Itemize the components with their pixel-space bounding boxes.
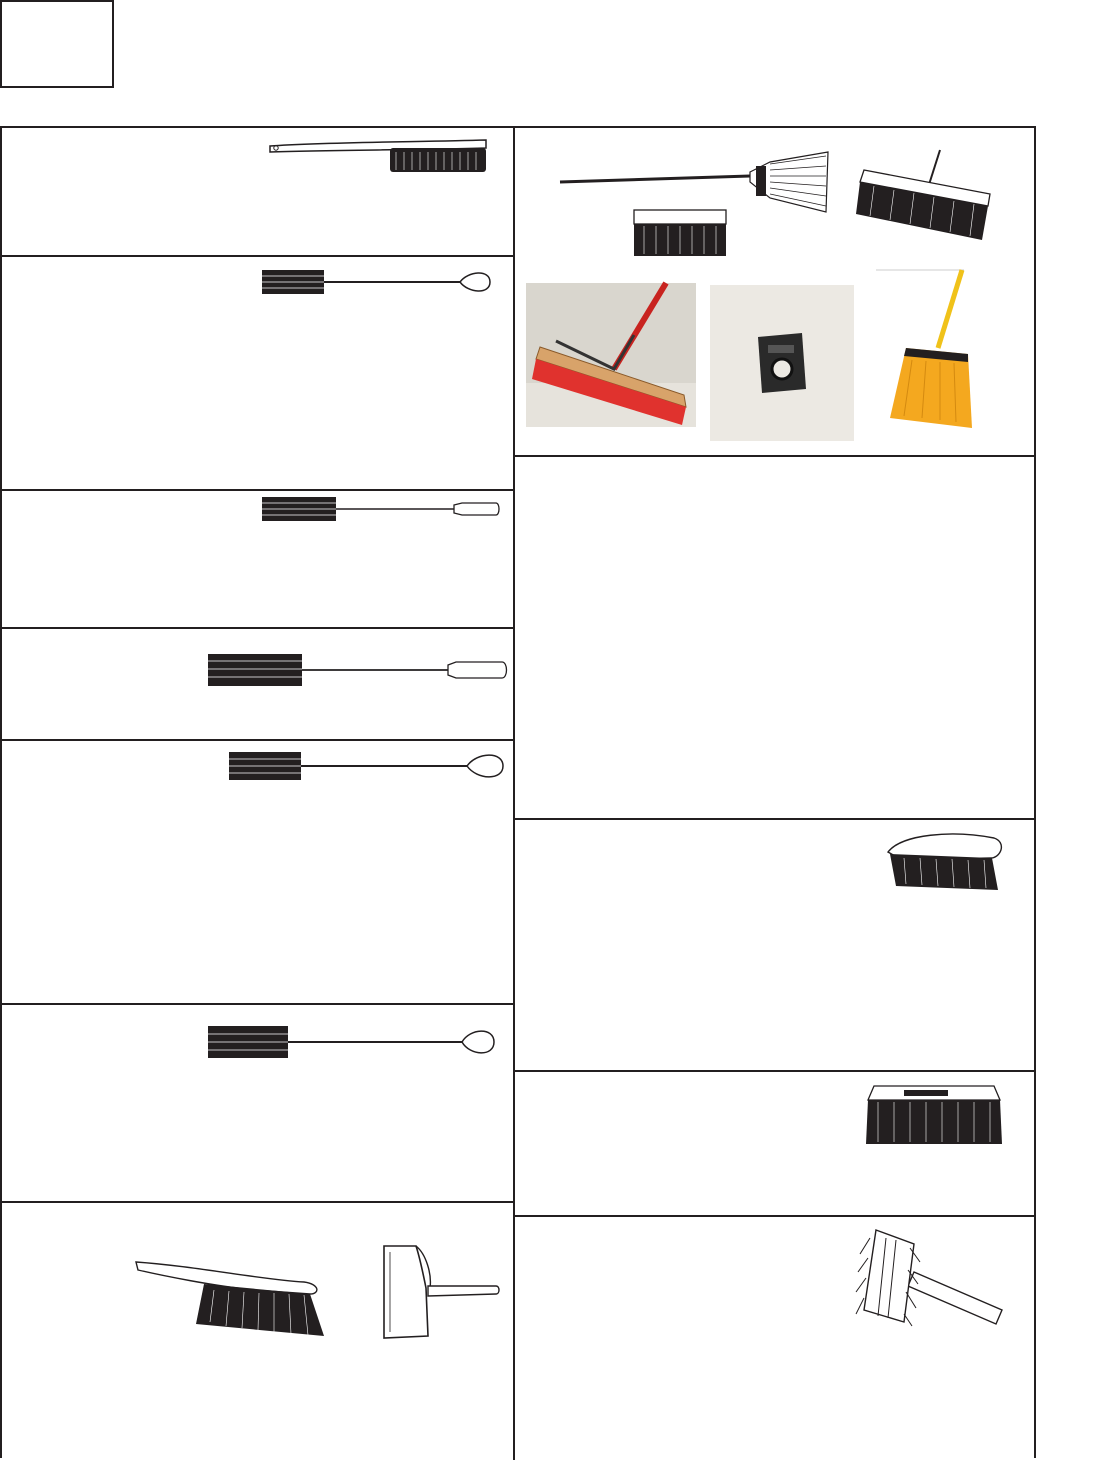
curved-handle-scratch-brush-icon bbox=[268, 136, 490, 178]
row-divider bbox=[515, 1215, 1034, 1217]
row-divider bbox=[2, 1201, 513, 1203]
row-divider bbox=[515, 818, 1034, 820]
counter-brush-icon bbox=[134, 1256, 330, 1346]
wood-handle-tube-brush-icon bbox=[262, 496, 500, 522]
row-divider bbox=[515, 1070, 1034, 1072]
push-broom-drawing-icon bbox=[854, 150, 1000, 242]
row-divider bbox=[2, 255, 513, 257]
row-divider bbox=[2, 627, 513, 629]
broom-bracket-photo bbox=[710, 285, 854, 441]
corn-broom-icon bbox=[560, 152, 830, 214]
push-broom-photo bbox=[526, 283, 696, 427]
street-broom-icon bbox=[864, 1082, 1006, 1146]
column-divider bbox=[513, 128, 515, 1460]
row-divider bbox=[515, 455, 1034, 457]
loop-handle-tube-brush-icon bbox=[208, 1024, 494, 1060]
row-divider bbox=[2, 739, 513, 741]
scrub-brush-icon bbox=[882, 830, 1004, 892]
deck-brush-icon bbox=[632, 208, 728, 258]
row-divider bbox=[2, 1003, 513, 1005]
wood-handle-tube-brush-icon bbox=[208, 652, 508, 688]
window-wash-brush-icon bbox=[856, 1224, 1006, 1328]
loop-handle-tube-brush-icon bbox=[262, 267, 492, 297]
angle-broom-photo bbox=[876, 268, 976, 428]
loop-handle-tube-brush-icon bbox=[229, 750, 504, 782]
page-number-box bbox=[0, 0, 114, 88]
dustpan-icon bbox=[380, 1244, 500, 1340]
row-divider bbox=[2, 489, 513, 491]
